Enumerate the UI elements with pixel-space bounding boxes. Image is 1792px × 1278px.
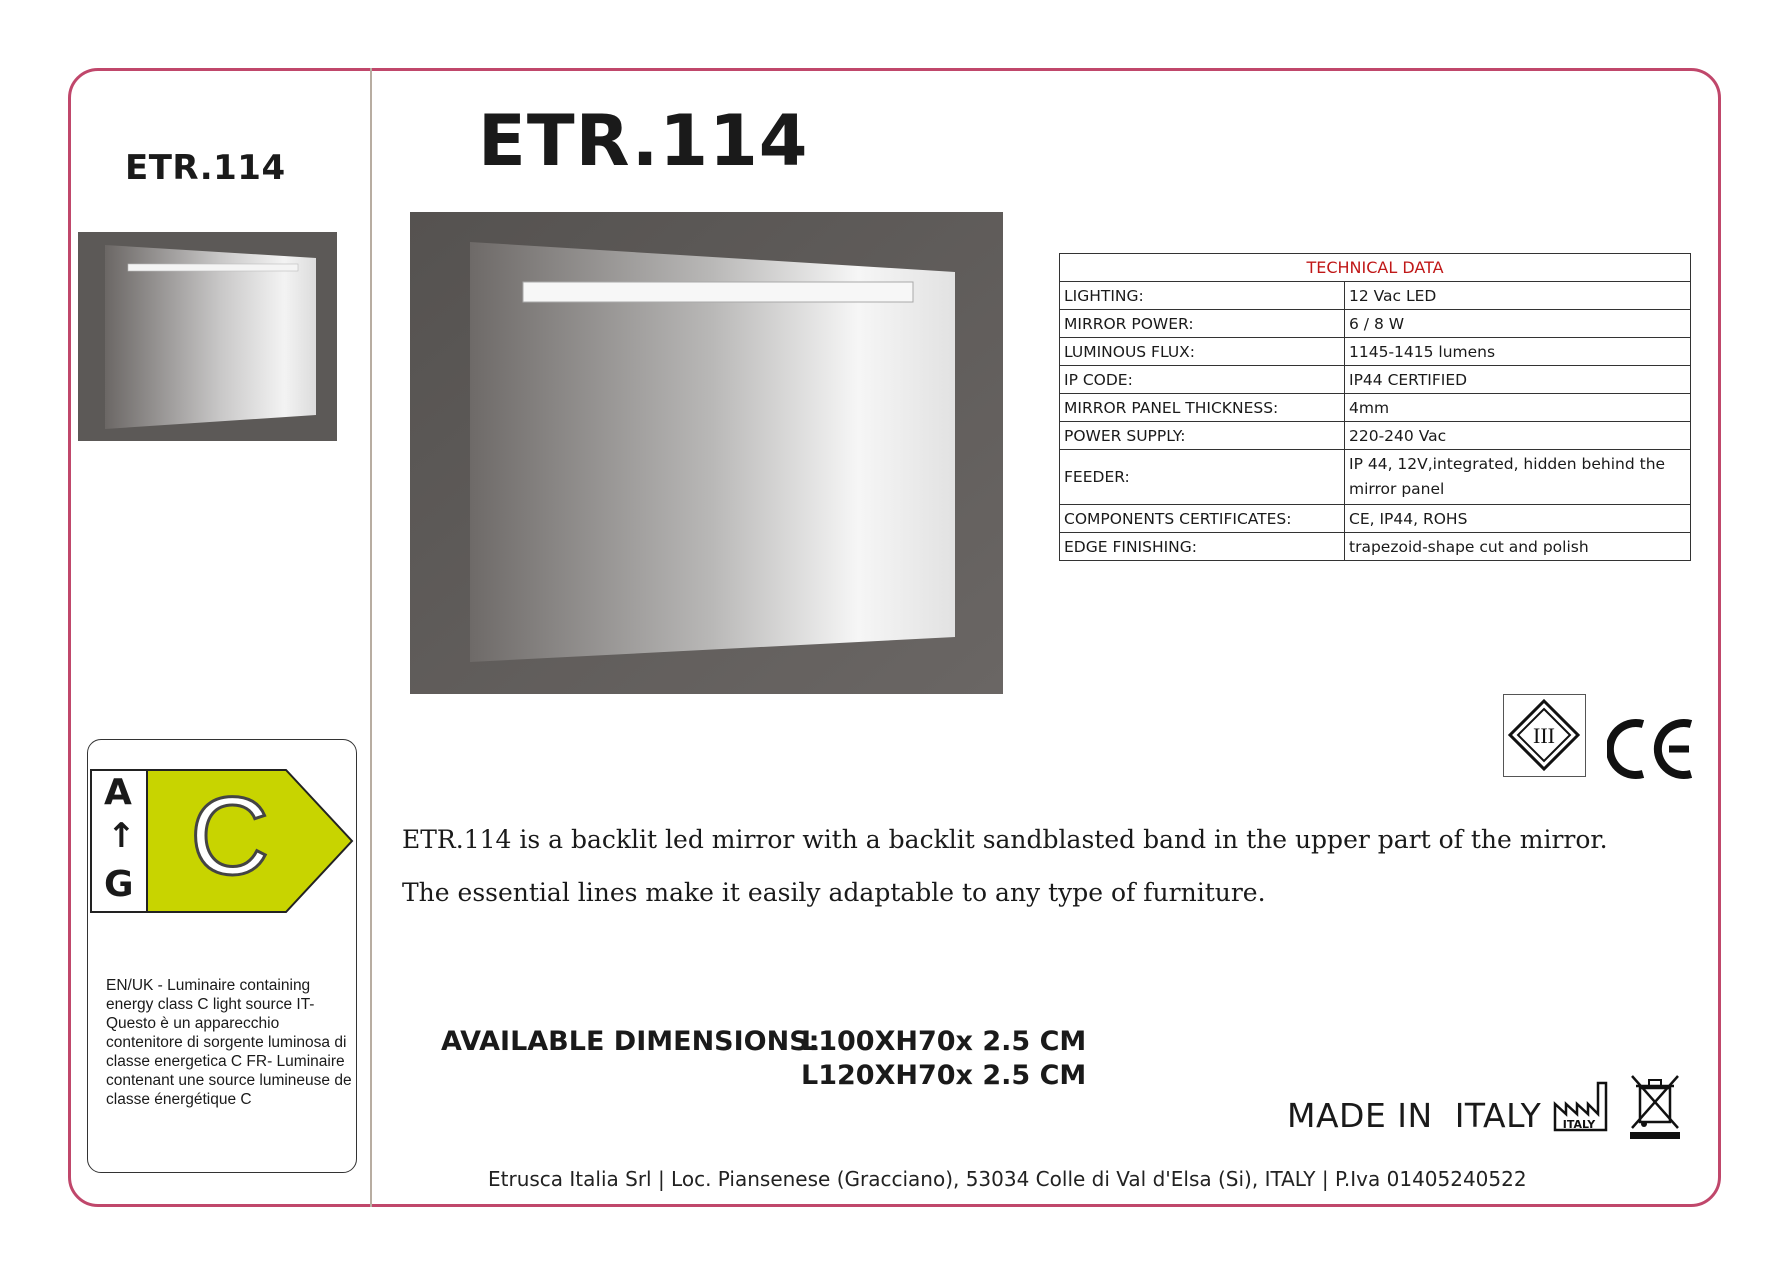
table-row [1060, 450, 1691, 505]
table-row [1060, 422, 1691, 450]
row-label: LIGHTING: [1060, 282, 1345, 310]
factory-icon-text: ITALY [1562, 1118, 1596, 1131]
dimensions-label: AVAILABLE DIMENSIONS: [441, 1026, 820, 1057]
description-line-1: ETR.114 is a backlit led mirror with a backlit sandblasted band in the upper part of the mirror. [402, 825, 1608, 854]
energy-arrow-icon: ↑ [107, 816, 136, 856]
description-line-2: The essential lines make it easily adaptable to any type of furniture. [402, 878, 1266, 907]
energy-top-letter: A [104, 772, 132, 813]
table-row [1060, 505, 1691, 533]
factory-icon [1552, 1080, 1610, 1138]
dimension-value: L100XH70x 2.5 CM [801, 1026, 1087, 1057]
row-value: CE, IP44, ROHS [1345, 505, 1691, 533]
class-iii-symbol-icon [1503, 694, 1586, 777]
made-in-italy: MADE IN ITALY [1287, 1096, 1542, 1135]
product-title: ETR.114 [478, 100, 809, 182]
row-label: LUMINOUS FLUX: [1060, 338, 1345, 366]
product-photo [410, 212, 1003, 694]
table-row [1060, 338, 1691, 366]
weee-bin-icon [1628, 1072, 1682, 1144]
row-label: MIRROR PANEL THICKNESS: [1060, 394, 1345, 422]
row-value: IP44 CERTIFIED [1345, 366, 1691, 394]
row-value: IP 44, 12V,integrated, hidden behind the mirror panel [1345, 450, 1691, 505]
row-value: 6 / 8 W [1345, 310, 1691, 338]
technical-data-table [1059, 253, 1691, 561]
row-label: MIRROR POWER: [1060, 310, 1345, 338]
row-value: 12 Vac LED [1345, 282, 1691, 310]
table-row [1060, 533, 1691, 561]
column-divider [370, 68, 372, 1207]
table-row [1060, 366, 1691, 394]
row-value: 1145-1415 lumens [1345, 338, 1691, 366]
row-label: FEEDER: [1060, 450, 1345, 505]
row-value: 220-240 Vac [1345, 422, 1691, 450]
table-row [1060, 310, 1691, 338]
table-row [1060, 394, 1691, 422]
energy-bottom-letter: G [104, 864, 134, 905]
row-label: COMPONENTS CERTIFICATES: [1060, 505, 1345, 533]
row-value: trapezoid-shape cut and polish [1345, 533, 1691, 561]
row-label: POWER SUPPLY: [1060, 422, 1345, 450]
dimension-value: L120XH70x 2.5 CM [801, 1060, 1087, 1091]
energy-label-graphic [90, 768, 355, 918]
row-label: IP CODE: [1060, 366, 1345, 394]
row-value: 4mm [1345, 394, 1691, 422]
ce-mark-icon [1607, 716, 1695, 786]
product-thumbnail [78, 232, 337, 441]
energy-label-note: EN/UK - Luminaire containing energy class C light source IT- Questo è un apparecchio contenitore di sorgente luminosa di classe energetica C FR- Luminaire contenant une source lumineuse de classe énergétique C [106, 977, 352, 1108]
sidebar-product-code: ETR.114 [125, 148, 286, 188]
energy-class-letter: C [190, 775, 270, 898]
technical-data-title: TECHNICAL DATA [1060, 254, 1691, 282]
table-row [1060, 282, 1691, 310]
row-label: EDGE FINISHING: [1060, 533, 1345, 561]
footer-company-info: Etrusca Italia Srl | Loc. Piansenese (Gracciano), 53034 Colle di Val d'Elsa (Si), ITALY | P.Iva 01405240522 [488, 1167, 1527, 1191]
class-symbol-text: III [1533, 723, 1555, 748]
